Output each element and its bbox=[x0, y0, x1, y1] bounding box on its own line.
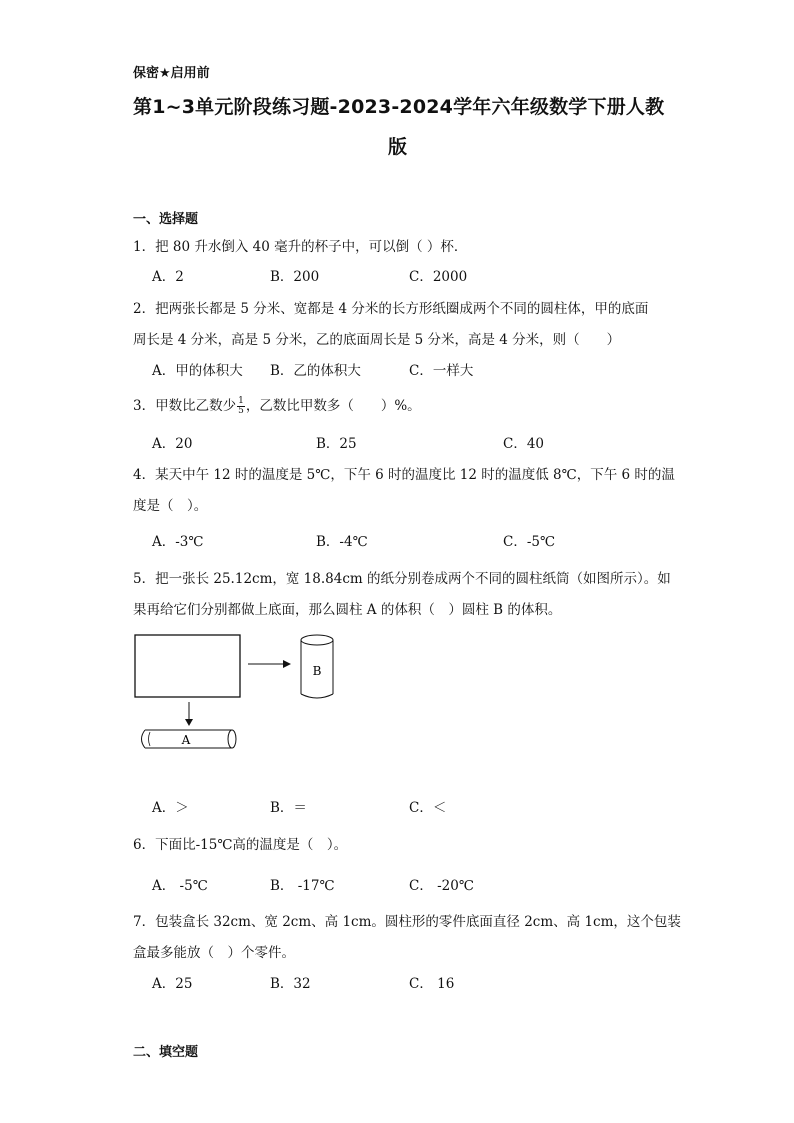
question-3 bbox=[133, 394, 421, 416]
arrow-down-head bbox=[185, 719, 193, 726]
question-7-option-a: A．25 bbox=[152, 976, 193, 992]
question-4-line-1: 4．某天中午 12 时的温度是 5℃，下午 6 时的温度比 12 时的温度低 8℃，下午 6 时的温 bbox=[133, 467, 675, 483]
question-7-option-b: B．32 bbox=[270, 976, 311, 992]
question-3-text-after: ，乙数比甲数多（ ）%。 bbox=[245, 398, 421, 414]
cylinder-b-bottom bbox=[301, 694, 333, 698]
cylinder-a-end bbox=[228, 730, 236, 748]
question-2-line-2: 周长是 4 分米，高是 5 分米，乙的底面周长是 5 分米，高是 4 分米，则（ ） bbox=[133, 332, 621, 348]
question-1-option-c: C．2000 bbox=[409, 269, 468, 285]
question-5-line-1: 5．把一张长 25.12cm，宽 18.84cm 的纸分别卷成两个不同的圆柱纸筒（如图所示）。如 bbox=[133, 571, 671, 587]
question-6-option-a: A． -5℃ bbox=[152, 878, 208, 894]
fraction-denominator: 5 bbox=[238, 406, 244, 416]
cylinder-a-left-end bbox=[142, 730, 146, 748]
document-title-continued: 版 bbox=[388, 136, 408, 158]
question-3-option-c: C．40 bbox=[503, 436, 545, 452]
question-7-line-1: 7．包装盒长 32cm、宽 2cm、高 1cm。圆柱形的零件底面直径 2cm、高 1cm，这个包装 bbox=[133, 914, 681, 930]
cylinder-a-label: A bbox=[181, 733, 191, 747]
cylinder-b-diagram bbox=[245, 632, 340, 704]
question-2-option-a: A．甲的体积大 bbox=[152, 363, 243, 379]
question-5-line-2: 果再给它们分别都做上底面，那么圆柱 A 的体积（ ）圆柱 B 的体积。 bbox=[133, 602, 562, 618]
question-3-option-b: B．25 bbox=[316, 436, 357, 452]
question-2-option-c: C．一样大 bbox=[409, 363, 474, 379]
question-3-option-a: A．20 bbox=[152, 436, 193, 452]
question-2-option-b: B．乙的体积大 bbox=[270, 363, 361, 379]
confidential-label: 保密★启用前 bbox=[133, 66, 210, 81]
question-5-option-b: B．＝ bbox=[270, 800, 307, 816]
question-4-option-a: A．-3℃ bbox=[152, 534, 204, 550]
question-3-text-before: 3．甲数比乙数少 bbox=[133, 398, 237, 414]
question-5-option-c: C．＜ bbox=[409, 800, 447, 816]
question-5-option-a: A．＞ bbox=[152, 800, 189, 816]
document-title: 第1~3单元阶段练习题-2023-2024学年六年级数学下册人教 bbox=[133, 96, 665, 118]
cylinder-rolling-diagram bbox=[128, 630, 248, 755]
section-heading-choice: 一、选择题 bbox=[133, 212, 199, 227]
question-6-option-b: B． -17℃ bbox=[270, 878, 335, 894]
cylinder-a-edge-mark bbox=[149, 732, 151, 746]
cylinder-b-top bbox=[301, 635, 333, 645]
paper-rectangle bbox=[135, 635, 240, 697]
question-2-line-1: 2．把两张长都是 5 分米、宽都是 4 分米的长方形纸圈成两个不同的圆柱体，甲的底面 bbox=[133, 301, 649, 317]
fraction bbox=[237, 397, 245, 416]
question-1-option-a: A．2 bbox=[152, 269, 184, 285]
question-6: 6．下面比-15℃高的温度是（ ）。 bbox=[133, 837, 348, 853]
question-7-option-c: C． 16 bbox=[409, 976, 455, 992]
arrow-right-head bbox=[283, 660, 291, 668]
question-4-option-b: B．-4℃ bbox=[316, 534, 368, 550]
section-heading-fill: 二、填空题 bbox=[133, 1045, 199, 1060]
question-7-line-2: 盒最多能放（ ）个零件。 bbox=[133, 945, 295, 961]
question-6-option-c: C． -20℃ bbox=[409, 878, 474, 894]
question-1: 1．把 80 升水倒入 40 毫升的杯子中，可以倒（ ）杯． bbox=[133, 239, 468, 255]
question-4-option-c: C．-5℃ bbox=[503, 534, 556, 550]
cylinder-b-label: B bbox=[312, 664, 322, 678]
question-1-option-b: B．200 bbox=[270, 269, 320, 285]
fraction-numerator: 1 bbox=[238, 396, 244, 406]
question-4-line-2: 度是（ ）。 bbox=[133, 498, 208, 514]
